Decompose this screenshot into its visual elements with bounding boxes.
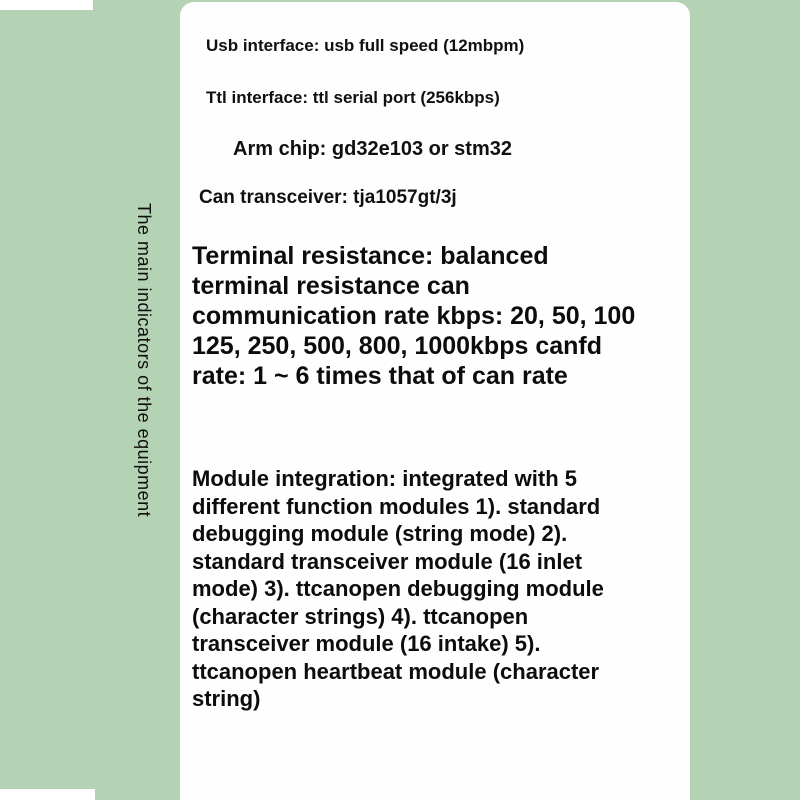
spec-can-transceiver: Can transceiver: tja1057gt/3j xyxy=(199,187,457,208)
module-integration-paragraph: Module integration: integrated with 5 different function modules 1). standard debugging module (string mode) 2). standard transceiver module (16 inlet mode) 3). ttcanopen debugging module (character strings) 4). ttcanopen transceiver module (16 intake) 5). ttcanopen heartbeat module (character string) xyxy=(192,466,604,711)
spec-arm-chip: Arm chip: gd32e103 or stm32 xyxy=(233,138,512,160)
page-corner-notch-bottom xyxy=(0,789,95,800)
page-corner-notch-top xyxy=(0,0,93,10)
spec-usb-interface: Usb interface: usb full speed (12mbpm) xyxy=(206,36,525,55)
terminal-resistance-paragraph: Terminal resistance: balanced terminal resistance can communication rate kbps: 20, 50, 100 125, 250, 500, 800, 1000kbps canfd rate: 1 ~ 6 times that of can rate xyxy=(192,242,636,390)
spec-ttl-interface: Ttl interface: ttl serial port (256kbps) xyxy=(206,88,500,107)
vertical-sidebar-label: The main indicators of the equipment xyxy=(134,203,154,518)
spec-card xyxy=(180,2,690,800)
